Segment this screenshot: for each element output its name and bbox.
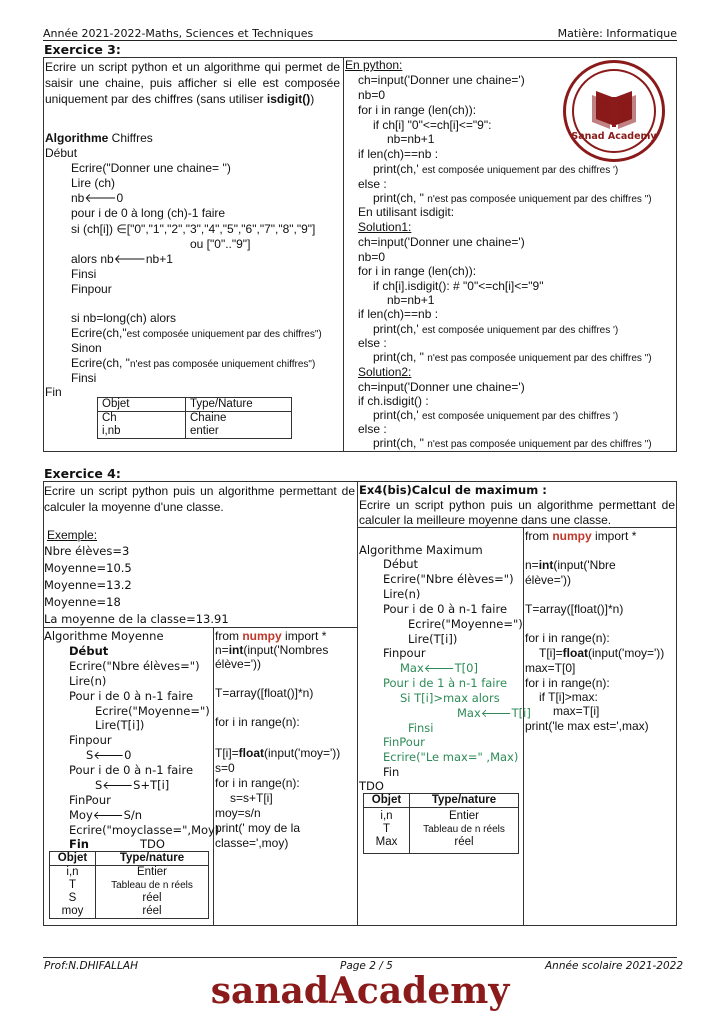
code-keyword: int [538,558,554,572]
footer-left: Prof:N.DHIFALLAH [44,960,138,972]
ex4-algo-line: Pour i de 0 à n-1 faire [69,689,194,703]
tdo-cell: Entier [96,866,209,880]
ex4-algo-line: Début [69,644,109,658]
py-line [373,322,618,338]
code-part: est composée uniquement par des chiffres ') [421,411,619,422]
ex4bis-title: Ex4(bis)Calcul de maximum : [359,483,547,497]
tdo-cell-line: Tableau de n réels [423,824,505,835]
py-line: nb=0 [358,88,386,102]
ex4-example-line: Moyenne=10.5 [44,561,132,575]
tdo-cell-line: Max [375,836,398,848]
solution1-title: Solution1: [358,220,412,234]
tdo-cell: Chaine [186,412,292,426]
py-line: print('le max est=',max) [525,719,649,733]
py-line: T=array([float()]*n) [525,602,624,616]
books-icon [566,63,662,159]
code-part: Ecrire(ch," [71,326,127,340]
tdo-header: Objet [364,794,410,808]
py-line: for i in range(n): [525,631,610,645]
py-line: if ch[i].isdigit(): # "0"<=ch[i]<="9" [373,279,544,293]
ex4bis-algo-line: TDO [359,779,384,793]
ex4bis-algo-line: Début [383,557,419,571]
py-line: T=array([float()]*n) [215,686,314,700]
solution2-title: Solution2: [358,365,412,379]
code-part: (input('moy=')) [588,646,665,660]
ex3-algo-line: ou ["0".."9"] [190,237,251,251]
code-part: (input('moy=')) [264,746,341,760]
algo-keyword: Algorithme [45,131,109,145]
ex3-algo-line: Sinon [71,341,102,355]
ex4-algo-line: Finpour [69,733,112,747]
ex3-algo-line: Finpour [71,282,112,296]
py-line: else : [358,336,387,350]
py-line: moy=s/n [215,806,261,820]
py-line [539,646,664,660]
py-line: nb=nb+1 [387,132,435,146]
ex4-tdo-table [49,851,209,919]
tdo-header: Type/nature [96,852,209,866]
ex3-divider [343,57,344,452]
tdo-cell: i,n [50,866,96,880]
py-line [525,529,636,543]
ex4bis-algo-line: Fin [383,765,400,779]
py-line: max=T[0] [525,661,576,675]
py-line [215,643,328,657]
code-keyword: float [562,646,589,660]
py-line: for i in range (len(ch)): [358,264,477,278]
py-line: élève=')) [525,573,571,587]
ex3-algo-title [45,131,153,145]
tdo-header: Type/nature [410,794,519,808]
tdo-cell: moy [50,905,96,919]
ex4-algo-line: Ecrire("Nbre élèves=") [69,659,200,673]
py-line: s=s+T[i] [230,791,273,805]
ex4-algo-line: Ecrire("moyclasse=",Moy) [69,823,220,837]
code-keyword: int [228,643,244,657]
py-line [373,436,652,452]
py-line: for i in range(n): [215,776,300,790]
py-line: classe=',moy) [215,836,289,850]
code-part: print(ch, " [373,350,428,364]
tdo-cell: Ch [98,412,186,426]
py-line: ch=input('Donner une chaine=') [358,380,525,394]
tdo-cell-line: Entier [448,810,480,822]
ex3-algo-line: pour i de 0 à long (ch)-1 faire [71,206,226,220]
py-line: if ch.isdigit() : [358,394,429,408]
tdo-cell: Tableau de n réels [96,879,209,892]
ex4-inner-divider [213,627,214,926]
ex4bis-algo-line: Lire(n) [383,587,421,601]
ex3-title: Exercice 3: [44,42,121,57]
ex3-algo-line: Lire (ch) [71,176,116,190]
code-part: (input('Nbre [553,558,616,572]
code-part: print(ch, " [373,191,428,205]
ex4bis-algo-line: Pour i de 1 à n-1 faire [383,676,508,690]
code-part: n'est pas composée uniquement chiffres") [129,359,316,370]
ex4-algo-line: Ecrire("Moyenne=") [95,704,210,718]
ex3-algo-line: si (ch[i]) ∈["0","1","2","3","4","5","6","7","8","9"] [71,222,316,236]
ex4-example-line: Nbre élèves=3 [44,544,130,558]
py-line [525,558,616,572]
code-part: print(ch,' [373,162,422,176]
ex4-algo-line: Moy🡐S/n [69,808,143,822]
ex3-algo-line [71,326,322,342]
py-line: élève=')) [215,657,261,671]
code-part: n'est pas composée uniquement par des chiffres ") [427,194,652,205]
code-part: T[i]= [539,646,563,660]
py-line [373,162,618,178]
ex4-algo-line: FinPour [69,793,111,807]
py-line: for i in range(n): [215,715,300,729]
py-line: else : [358,422,387,436]
py-line: print(' moy de la [215,821,300,835]
code-keyword: numpy [242,629,282,643]
py-line: if len(ch)==nb : [358,307,439,321]
tdo-cell: entier [186,425,292,439]
py-line: else : [358,177,387,191]
ex3-statement [45,59,340,107]
ex4-algo-line: Algorithme Moyenne [44,629,164,643]
algo-name: Chiffres [108,131,153,145]
tdo-cell: T [50,879,96,892]
ex3-algo-line [71,356,315,372]
ex4-title: Exercice 4: [44,466,121,481]
code-part: (input('Nombres [243,643,329,657]
code-part: n= [215,643,229,657]
ex3-debut: Début [45,146,78,160]
code-part: import * [281,629,327,643]
code-part: est composée uniquement par des chiffres") [126,329,322,340]
code-part: print(ch, " [373,436,428,450]
ex4bis-algo-line: Ecrire("Le max=" ,Max) [383,750,519,764]
ex3-algo-line: Finsi [71,267,97,281]
code-part: n= [525,558,539,572]
tdo-header: Objet [50,852,96,866]
tdo-cell [410,808,519,854]
ex3-statement-isdigit: isdigit() [266,92,311,106]
code-part: from [525,529,553,543]
ex4bis-algo-line: Ecrire("Nbre élèves=") [383,572,514,586]
ex4-example-line: Moyenne=18 [44,595,121,609]
ex4-exemple-label: Exemple: [47,528,98,542]
tdo-header: Type/Nature [186,398,292,412]
ex4-hline [43,627,357,628]
ex4-algo-line: Fin [69,837,89,851]
tdo-cell: i,nb [98,425,186,439]
tdo-cell-line: réel [454,836,474,848]
ex4-divider [357,481,358,926]
ex4-algo-line: TDO [140,837,165,851]
py-line: s=0 [215,761,235,775]
py-line: if len(ch)==nb : [358,147,439,161]
tdo-cell-line: T [382,823,391,835]
footer-page-number: Page 2 / 5 [340,960,393,972]
logo-text: Sanad Academy [571,131,657,142]
ex4bis-algo-line: Max🡐T[i] [457,706,531,720]
code-keyword: numpy [552,529,592,543]
tdo-cell: S [50,892,96,905]
sanad-academy-logo [563,60,665,162]
py-line [373,350,652,366]
code-part: T[i]= [215,746,239,760]
tdo-cell: réel [96,905,209,919]
page-header [43,27,677,41]
tdo-header: Objet [98,398,186,412]
code-keyword: float [238,746,265,760]
ex3-fin: Fin [45,385,62,399]
py-line: En utilisant isdigit: [358,205,455,219]
py-line: if ch[i] "0"<=ch[i]<="9": [373,118,492,132]
ex3-algo-line: alors nb🡐nb+1 [71,252,173,266]
ex4-algo-line: Lire(T[i]) [95,718,145,732]
ex3-statement-text: Ecrire un script python et un algorithme qui permet de saisir une chaine, puis afficher si elle est composée uniquement par des chiffres (sans utiliser [45,60,340,106]
ex4bis-algo-line: Pour i de 0 à n-1 faire [383,602,508,616]
code-part: print(ch,' [373,408,422,422]
ex4bis-algo-line: Algorithme Maximum [359,543,483,557]
ex4-algo-line: S🡐S+T[i] [95,778,170,792]
ex4bis-inner-divider [523,527,524,926]
py-line [215,746,340,760]
code-part: from [215,629,243,643]
tdo-cell-line: i,n [380,810,393,822]
code-part: est composée uniquement par des chiffres ') [421,165,619,176]
ex4bis-algo-line: Finsi [408,721,434,735]
code-part: est composée uniquement par des chiffres ') [421,325,619,336]
header-right: Matière: Informatique [557,27,677,40]
ex3-tdo-table [97,397,292,439]
py-line: for i in range(n): [525,676,610,690]
ex3-algo-line: nb🡐0 [71,191,124,205]
ex4bis-algo-line: FinPour [383,735,425,749]
py-line [215,629,326,643]
py-line: ch=input('Donner une chaine=') [358,235,525,249]
footer-right: Année scolaire 2021-2022 [545,960,684,972]
ex4-algo-line: Pour i de 0 à n-1 faire [69,763,194,777]
py-line: for i in range (len(ch)): [358,103,477,117]
tdo-cell [364,808,410,854]
py-line: if T[i]>max: [539,690,598,704]
tdo-cell: réel [96,892,209,905]
ex4bis-tdo-table [363,793,519,854]
ex4bis-algo-line: Max🡐T[0] [400,661,478,675]
footer-rule [43,957,677,958]
ex4-example-line: La moyenne de la classe=13.91 [44,612,229,626]
py-line: nb=nb+1 [387,293,435,307]
ex4bis-statement: Ecrire un script python puis un algorithme permettant de calculer la meilleure moyenne dans une classe. [359,498,675,527]
py-line: ch=input('Donner une chaine=') [358,73,525,87]
code-part: n'est pas composée uniquement par des chiffres ") [427,439,652,450]
ex3-algo-line: Ecrire("Donner une chaine= '') [71,161,231,175]
ex4-algo-line: S🡐0 [86,748,132,762]
code-part: Ecrire(ch, " [71,356,130,370]
py-line: max=T[i] [553,704,600,718]
code-part: n'est pas composée uniquement par des chiffres ") [427,353,652,364]
ex4bis-algo-line: Lire(T[i]) [408,632,458,646]
brand-wordmark: sanadAcademy [210,970,510,1012]
ex4-statement: Ecrire un script python puis un algorithme permettant de calculer la moyenne d'une classe. [44,484,355,514]
ex4-algo-line: Lire(n) [69,674,107,688]
header-left: Année 2021-2022-Maths, Sciences et Techniques [43,27,314,40]
py-line [373,408,618,424]
ex3-statement-end: ) [310,92,315,106]
ex4-example-line: Moyenne=13.2 [44,578,132,592]
ex4bis-algo-line: Si T[i]>max alors [400,691,500,705]
ex4bis-algo-line: Ecrire("Moyenne=") [408,617,523,631]
ex4bis-algo-line: Finpour [383,646,426,660]
ex3-algo-line: si nb=long(ch) alors [71,311,177,325]
ex3-algo-line: Finsi [71,371,97,385]
ex3-py-title: En python: [345,58,403,72]
py-line: nb=0 [358,250,386,264]
code-part: print(ch,' [373,322,422,336]
code-part: import * [591,529,637,543]
